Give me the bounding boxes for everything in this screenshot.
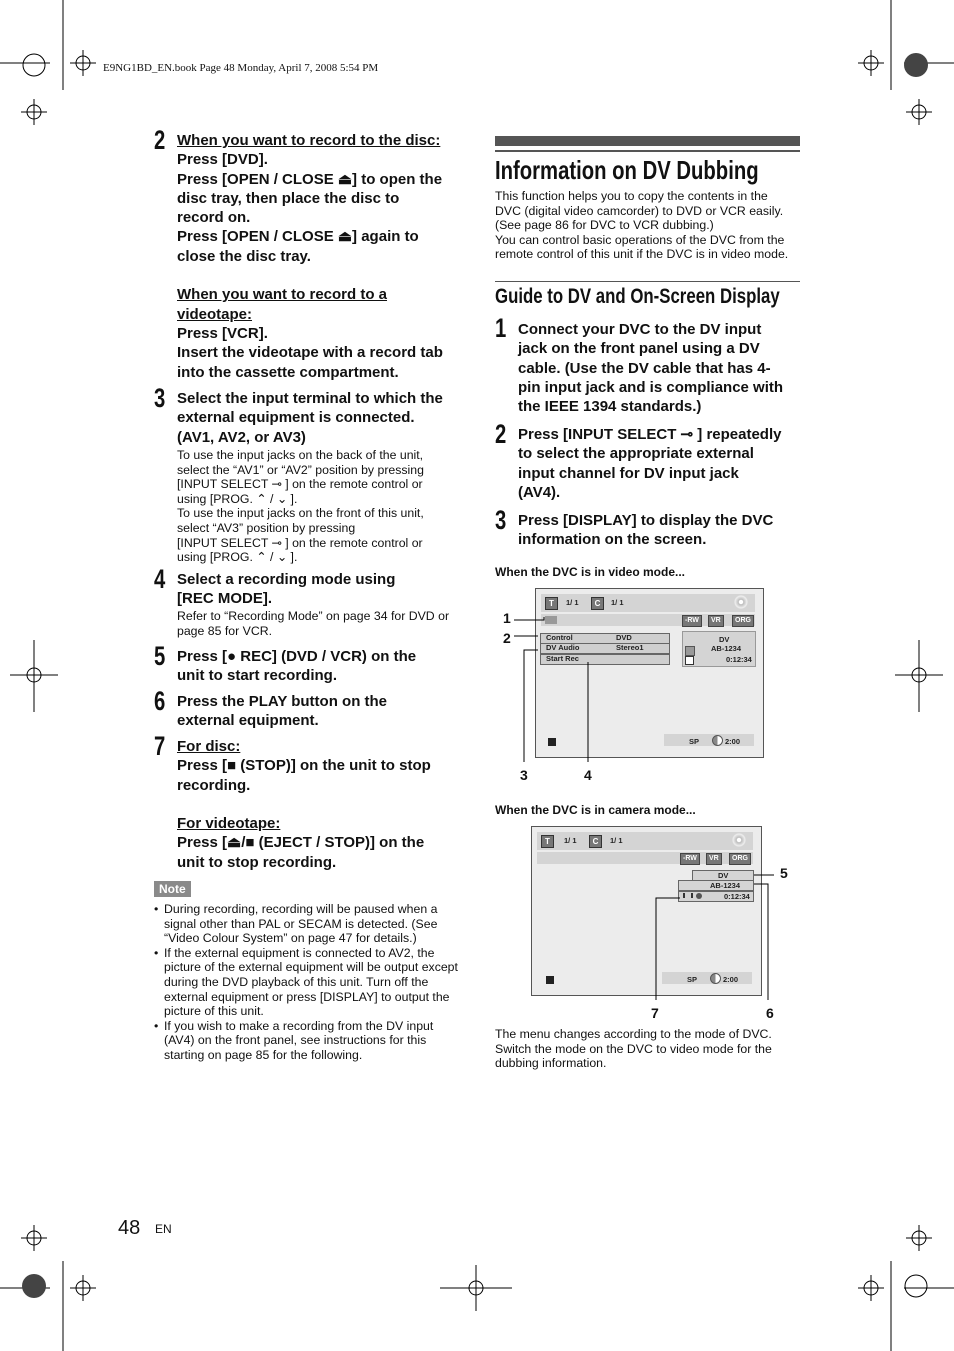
step-3-detail: To use the input jacks on the back of the unit, select the “AV1” or “AV2” position by pressing [INPUT SELECT ⊸ ] on the remote control or using [PROG. ⌃ / ⌄ ]. To use the input jacks on the front of this unit, select “AV3” position by pressing [INPUT SELECT ⊸ ] on the remote control or using [PROG. ⌃ / ⌄ ].: [177, 448, 424, 565]
vr-badge: VR: [708, 615, 724, 627]
title-bar: [495, 136, 800, 146]
intro-text: This function helps you to copy the contents in the DVC (digital video camcorder) to DVD or VCR easily. (See page 86 for DVC to VCR dubbing.) You can control basic operations of the DVC from the remote control of this unit if the DVC is in video mode.: [495, 189, 789, 262]
step-4-number: 4: [154, 564, 166, 594]
tape-heading: When you want to record to a: [177, 286, 388, 304]
remaining-icon: [712, 735, 723, 746]
callout-3: 3: [520, 767, 528, 783]
video-callout-lines: [500, 600, 620, 770]
step-3-number: 3: [154, 383, 166, 413]
step-4-text: Select a recording mode using [REC MODE].: [177, 571, 396, 608]
page-number: 48: [118, 1217, 141, 1239]
osd-menu[interactable]: Control DVD DV Audio Stereo1 Start Rec: [540, 633, 668, 663]
video-mode-caption: When the DVC is in video mode...: [495, 565, 686, 579]
disc-icon: [732, 833, 746, 847]
callout-1: 1: [503, 610, 511, 626]
step-6-number: 6: [154, 686, 166, 716]
chapter-box: C: [589, 835, 602, 848]
callout-6: 6: [766, 1005, 774, 1021]
dv-info-panel: DV AB-1234 0:12:34: [682, 631, 756, 667]
org-badge: ORG: [729, 853, 751, 865]
step-2-text: When you want to record to the disc: Press [DVD]. Press [OPEN / CLOSE ⏏] to open the disc tray, then place the disc to record on. Press [OPEN / CLOSE ⏏] again to close the disc tray. When you want to record to a videotape: Press [VCR]. Insert the videotape with a record tab into the cassette compartment.: [177, 131, 467, 382]
stop-icon: [685, 656, 694, 665]
sp-bar: [664, 734, 754, 746]
step-4-detail: Refer to “Recording Mode” on page 34 for DVD or page 85 for VCR.: [177, 609, 450, 638]
step-6-text: Press the PLAY button on the external equipment.: [177, 693, 388, 730]
header-file-info: E9NG1BD_EN.book Page 48 Monday, April 7, 2008 5:54 PM: [103, 62, 379, 74]
right-step-3-text: Press [DISPLAY] to display the DVC information on the screen.: [518, 512, 774, 549]
dv-info-panel: DV AB-1234 0:12:34: [678, 870, 754, 902]
callout-7: 7: [651, 1005, 659, 1021]
callout-4: 4: [584, 767, 592, 783]
right-step-2-text: Press [INPUT SELECT ⊸ ] repeatedly to select the appropriate external input channel for DV input jack (AV4).: [518, 426, 782, 501]
page-title: Information on DV Dubbing: [495, 155, 759, 185]
right-step-1-text: Connect your DVC to the DV input jack on the front panel using a DV cable. (Use the DV cable that has 4- pin input jack and is compliance with the IEEE 1394 standards.): [518, 321, 784, 416]
chapter-box: C: [591, 597, 604, 610]
step-7-number: 7: [154, 731, 166, 761]
callout-2: 2: [503, 630, 511, 646]
note-item: • If the external equipment is connected to AV2, the picture of the external equipment will be output except during the DVD playback of this unit. Turn off the external equipment or press [DISPLAY] to output the picture of this unit.: [154, 946, 459, 1019]
rw-badge: -RW: [680, 853, 700, 865]
note-item: • During recording, recording will be paused when a signal other than PAL or SECAM is detected. (See “Video Colour System” on page 47 for details.): [154, 902, 459, 946]
camera-mode-caption: When the DVC is in camera mode...: [495, 803, 696, 817]
title-box: T: [545, 597, 558, 610]
title-rule: [495, 150, 800, 152]
note-label: Note: [154, 881, 191, 897]
step-3-text: Select the input terminal to which the external equipment is connected. (AV1, AV2, or AV3): [177, 390, 443, 446]
step-5-text: Press [● REC] (DVD / VCR) on the unit to start recording.: [177, 648, 417, 685]
section-subtitle: Guide to DV and On-Screen Display: [495, 285, 780, 308]
footer-note: The menu changes according to the mode of DVC. Switch the mode on the DVC to video mode for the dubbing information.: [495, 1027, 772, 1071]
note-item: • If you wish to make a recording from the DV input (AV4) on the front panel, see instructions for this starting on page 85 for the following.: [154, 1019, 459, 1063]
title-box: T: [541, 835, 554, 848]
disc-icon: [734, 595, 748, 609]
osd-screen-video: T 1/ 1 C 1/ 1 -RW VR ORG Control DVD DV Audio Stereo1 Start Rec DV AB-1234 0:12:34 SP 2:00: [535, 588, 764, 758]
vr-badge: VR: [706, 853, 722, 865]
stop-icon: [546, 976, 554, 984]
right-step-2-number: 2: [495, 419, 507, 449]
section-rule: [495, 281, 800, 282]
language-label: EN: [155, 1222, 172, 1236]
notes: [154, 902, 459, 1063]
disc-heading: When you want to record to the disc:: [177, 132, 441, 149]
rw-badge: -RW: [682, 615, 702, 627]
org-badge: ORG: [732, 615, 754, 627]
step-5-number: 5: [154, 641, 166, 671]
step-7-text: For disc: Press [■ (STOP)] on the unit to stop recording. For videotape: Press [⏏/■ (EJECT / STOP)] on the unit to stop recording.: [177, 738, 431, 871]
osd-screen-camera: T 1/ 1 C 1/ 1 -RW VR ORG DV AB-1234 0:12:34 SP 2:00: [531, 826, 762, 996]
callout-5: 5: [780, 865, 788, 881]
camera-callout-lines: [640, 860, 780, 1010]
right-step-1-number: 1: [495, 313, 507, 343]
right-step-3-number: 3: [495, 505, 507, 535]
tape-icon: [685, 646, 695, 656]
step-2-number: 2: [154, 125, 166, 155]
